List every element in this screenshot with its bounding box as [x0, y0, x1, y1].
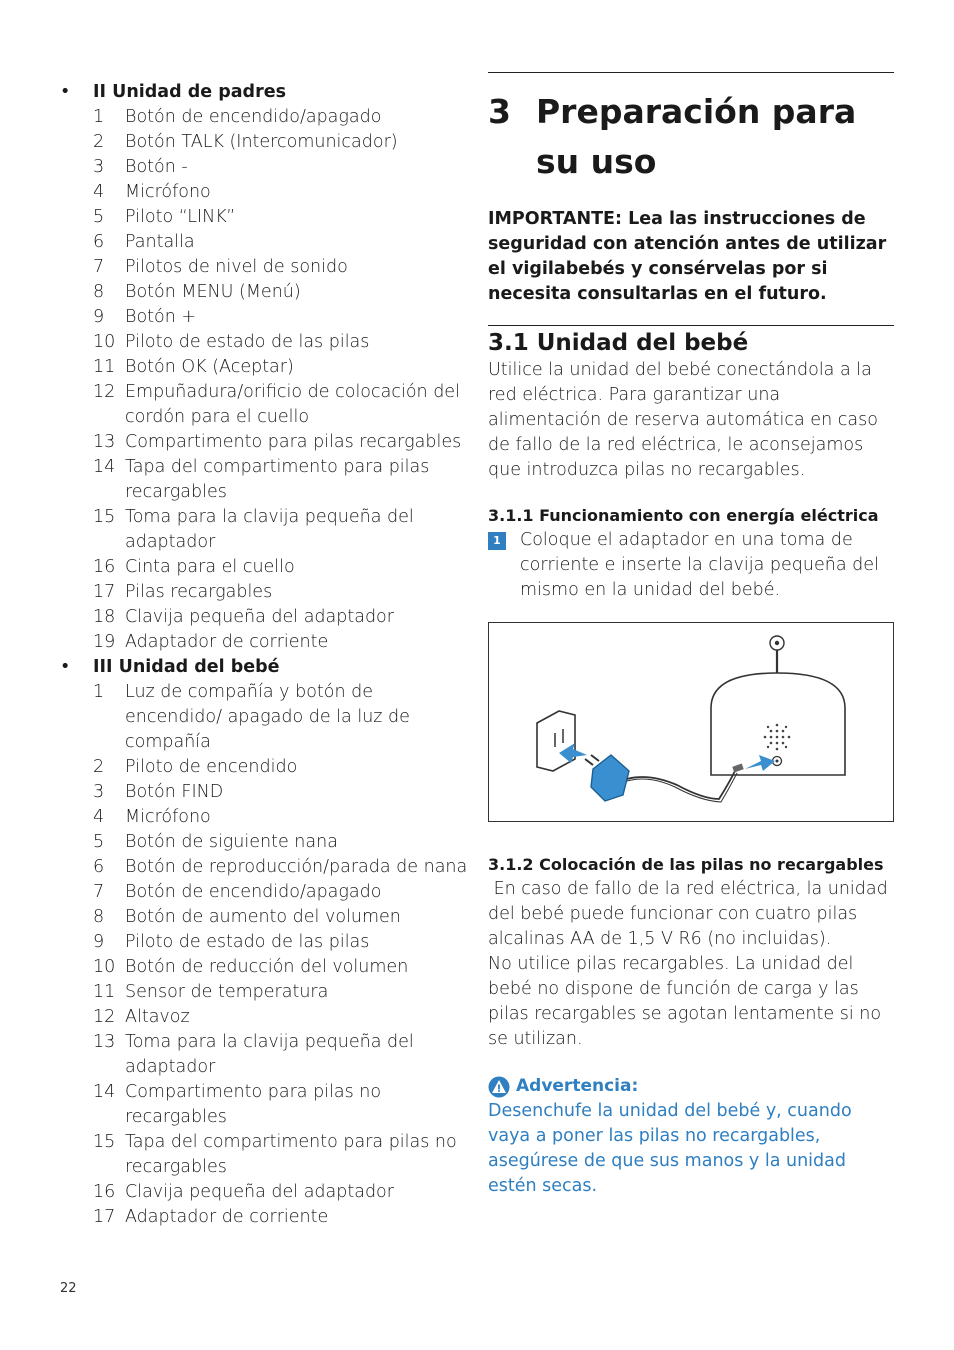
- list-item: [93, 105, 470, 130]
- list-item: [93, 455, 470, 505]
- list-item: [93, 380, 470, 430]
- bullet: •: [60, 82, 71, 102]
- list-item: [93, 780, 470, 805]
- adapter-illustration: [488, 622, 894, 822]
- list-item-number: 11: [93, 357, 116, 377]
- chapter-rule: [488, 72, 894, 73]
- list-item-text: Botón de reproducción/parada de nana: [125, 857, 468, 877]
- list-item-number: 10: [93, 332, 116, 352]
- adapter-icon: [585, 755, 629, 801]
- list-item-text: Sensor de temperatura: [125, 982, 329, 1002]
- list-item-number: 9: [93, 932, 105, 952]
- list-item-text: Piloto “LINK”: [125, 207, 236, 227]
- list-item-text: Tapa del compartimento para pilas recargables: [125, 457, 430, 502]
- list-item-text: Tapa del compartimento para pilas no recargables: [125, 1132, 457, 1177]
- list-item-text: Botón OK (Aceptar): [125, 357, 294, 377]
- list-item-number: 14: [93, 1082, 116, 1102]
- list-item-number: 12: [93, 382, 116, 402]
- list-item-number: 2: [93, 757, 105, 777]
- list-item: [93, 230, 470, 255]
- list-item-number: 11: [93, 982, 116, 1002]
- warning-text: Desenchufe la unidad del bebé y, cuando vaya a poner las pilas no recargables, asegúrese de que sus manos y la unidad estén secas.: [488, 1101, 852, 1196]
- wall-socket-icon: [537, 711, 575, 771]
- list-item: [93, 1080, 470, 1130]
- list-item-number: 18: [93, 607, 116, 627]
- parents-unit-title: II Unidad de padres: [93, 82, 287, 102]
- chapter-heading: [488, 87, 894, 187]
- list-item: [93, 580, 470, 605]
- list-item-text: Luz de compañía y botón de encendido/ apagado de la luz de compañía: [125, 682, 410, 752]
- list-item: [93, 1180, 470, 1205]
- list-item: [93, 180, 470, 205]
- list-item-number: 6: [93, 857, 105, 877]
- list-item: [93, 755, 470, 780]
- list-item: [93, 605, 470, 630]
- list-item-text: Botón MENU (Menú): [125, 282, 301, 302]
- list-item-text: Toma para la clavija pequeña del adaptador: [125, 507, 414, 552]
- list-item-number: 16: [93, 557, 116, 577]
- list-item-number: 15: [93, 1132, 116, 1152]
- left-column: [60, 80, 470, 1230]
- list-item-text: Adaptador de corriente: [125, 1207, 329, 1227]
- list-item-number: 2: [93, 132, 105, 152]
- list-item-number: 7: [93, 257, 105, 277]
- list-item: [93, 255, 470, 280]
- list-item-text: Empuñadura/orificio de colocación del cordón para el cuello: [125, 382, 460, 427]
- list-item-number: 1: [93, 107, 105, 127]
- warning-heading: [488, 1074, 894, 1099]
- list-item: [93, 305, 470, 330]
- list-item-number: 14: [93, 457, 116, 477]
- chapter-title-line-1: Preparación para: [536, 92, 857, 131]
- list-item-text: Piloto de estado de las pilas: [125, 932, 370, 952]
- list-item-text: Botón FIND: [125, 782, 224, 802]
- baby-unit-list: [93, 680, 470, 1230]
- step-1: [488, 528, 894, 603]
- list-item-number: 4: [93, 807, 105, 827]
- list-item-number: 13: [93, 1032, 116, 1052]
- list-item: [93, 1005, 470, 1030]
- baby-unit-title: III Unidad del bebé: [93, 657, 280, 677]
- list-item-number: 17: [93, 1207, 116, 1227]
- section-3-1-2-text-2: No utilice pilas recargables. La unidad del bebé no dispone de función de carga y las pilas recargables se agotan lentamente si no se utilizan.: [488, 954, 882, 1049]
- list-item: [93, 205, 470, 230]
- list-item: [93, 980, 470, 1005]
- adapter-illustration-svg: [489, 623, 893, 821]
- section-3-1-text: Utilice la unidad del bebé conectándola a la red eléctrica. Para garantizar una alimentación de reserva automática en caso de fallo de la red eléctrica, le aconsejamos que introduzca pilas no recargables.: [488, 360, 878, 480]
- list-item-text: Altavoz: [125, 1007, 190, 1027]
- list-item-number: 15: [93, 507, 116, 527]
- list-item-number: 16: [93, 1182, 116, 1202]
- list-item-text: Adaptador de corriente: [125, 632, 329, 652]
- list-item-number: 12: [93, 1007, 116, 1027]
- list-item-text: Botón +: [125, 307, 197, 327]
- section-3-1-2-title: 3.1.2 Colocación de las pilas no recargables: [488, 855, 884, 874]
- list-item-text: Botón de encendido/apagado: [125, 107, 382, 127]
- page-number: 22: [60, 1281, 77, 1296]
- baby-unit-heading: [60, 655, 470, 680]
- list-item: [93, 555, 470, 580]
- list-item-text: Micrófono: [125, 807, 211, 827]
- parents-unit-heading: [60, 80, 470, 105]
- list-item: [93, 630, 470, 655]
- step-1-text: Coloque el adaptador en una toma de corriente e inserte la clavija pequeña del mismo en la unidad del bebé.: [520, 530, 879, 600]
- section-3-1-2-text-1: En caso de fallo de la red eléctrica, la unidad del bebé puede funcionar con cuatro pilas alcalinas AA de 1,5 V R6 (no incluidas).: [488, 879, 894, 949]
- list-item-number: 17: [93, 582, 116, 602]
- list-item: [93, 505, 470, 555]
- list-item: [93, 1205, 470, 1230]
- chapter-number: 3: [488, 92, 511, 131]
- list-item-text: Botón de encendido/apagado: [125, 882, 382, 902]
- list-item-text: Toma para la clavija pequeña del adaptador: [125, 1032, 414, 1077]
- list-item-text: Botón TALK (Intercomunicador): [125, 132, 398, 152]
- list-item-number: 1: [93, 682, 105, 702]
- list-item: [93, 330, 470, 355]
- list-item-number: 9: [93, 307, 105, 327]
- list-item-number: 8: [93, 282, 105, 302]
- bullet: •: [60, 657, 71, 677]
- list-item-number: 13: [93, 432, 116, 452]
- list-item-text: Micrófono: [125, 182, 211, 202]
- list-item-text: Botón de reducción del volumen: [125, 957, 409, 977]
- list-item: [93, 805, 470, 830]
- parents-unit-list: [93, 105, 470, 655]
- warning-title: Advertencia:: [516, 1076, 639, 1096]
- list-item: [93, 880, 470, 905]
- important-note: IMPORTANTE: Lea las instrucciones de seguridad con atención antes de utilizar el vigilabebés y consérvelas por si necesita consultarlas en el futuro.: [488, 209, 887, 304]
- list-item-text: Pilotos de nivel de sonido: [125, 257, 348, 277]
- section-rule: [488, 325, 894, 326]
- list-item-text: Pilas recargables: [125, 582, 273, 602]
- list-item-number: 4: [93, 182, 105, 202]
- list-item-number: 8: [93, 907, 105, 927]
- list-item: [93, 680, 470, 755]
- list-item: [93, 1130, 470, 1180]
- list-item: [93, 1030, 470, 1080]
- list-item-number: 5: [93, 832, 105, 852]
- list-item-text: Botón de aumento del volumen: [125, 907, 401, 927]
- warning-icon: [488, 1076, 510, 1098]
- list-item: [93, 130, 470, 155]
- list-item-text: Compartimento para pilas no recargables: [125, 1082, 382, 1127]
- step-number-badge: 1: [488, 532, 506, 550]
- list-item: [93, 155, 470, 180]
- list-item-text: Clavija pequeña del adaptador: [125, 1182, 394, 1202]
- list-item-text: Piloto de encendido: [125, 757, 298, 777]
- list-item: [93, 855, 470, 880]
- list-item: [93, 830, 470, 855]
- right-column: [488, 72, 894, 1199]
- list-item: [93, 430, 470, 455]
- list-item-text: Botón de siguiente nana: [125, 832, 338, 852]
- list-item-text: Cinta para el cuello: [125, 557, 295, 577]
- list-item: [93, 930, 470, 955]
- list-item-number: 6: [93, 232, 105, 252]
- list-item-text: Botón -: [125, 157, 188, 177]
- section-3-1-1-title: 3.1.1 Funcionamiento con energía eléctrica: [488, 506, 879, 525]
- list-item-text: Compartimento para pilas recargables: [125, 432, 462, 452]
- list-item-text: Pantalla: [125, 232, 195, 252]
- list-item-number: 10: [93, 957, 116, 977]
- list-item-text: Clavija pequeña del adaptador: [125, 607, 394, 627]
- list-item-number: 19: [93, 632, 116, 652]
- list-item-number: 3: [93, 157, 105, 177]
- list-item-number: 3: [93, 782, 105, 802]
- list-item-text: Piloto de estado de las pilas: [125, 332, 370, 352]
- list-item-number: 7: [93, 882, 105, 902]
- list-item-number: 5: [93, 207, 105, 227]
- list-item: [93, 355, 470, 380]
- list-item: [93, 280, 470, 305]
- section-3-1-title: 3.1 Unidad del bebé: [488, 330, 749, 356]
- chapter-title-line-2: su uso: [536, 142, 657, 181]
- list-item: [93, 905, 470, 930]
- list-item: [93, 955, 470, 980]
